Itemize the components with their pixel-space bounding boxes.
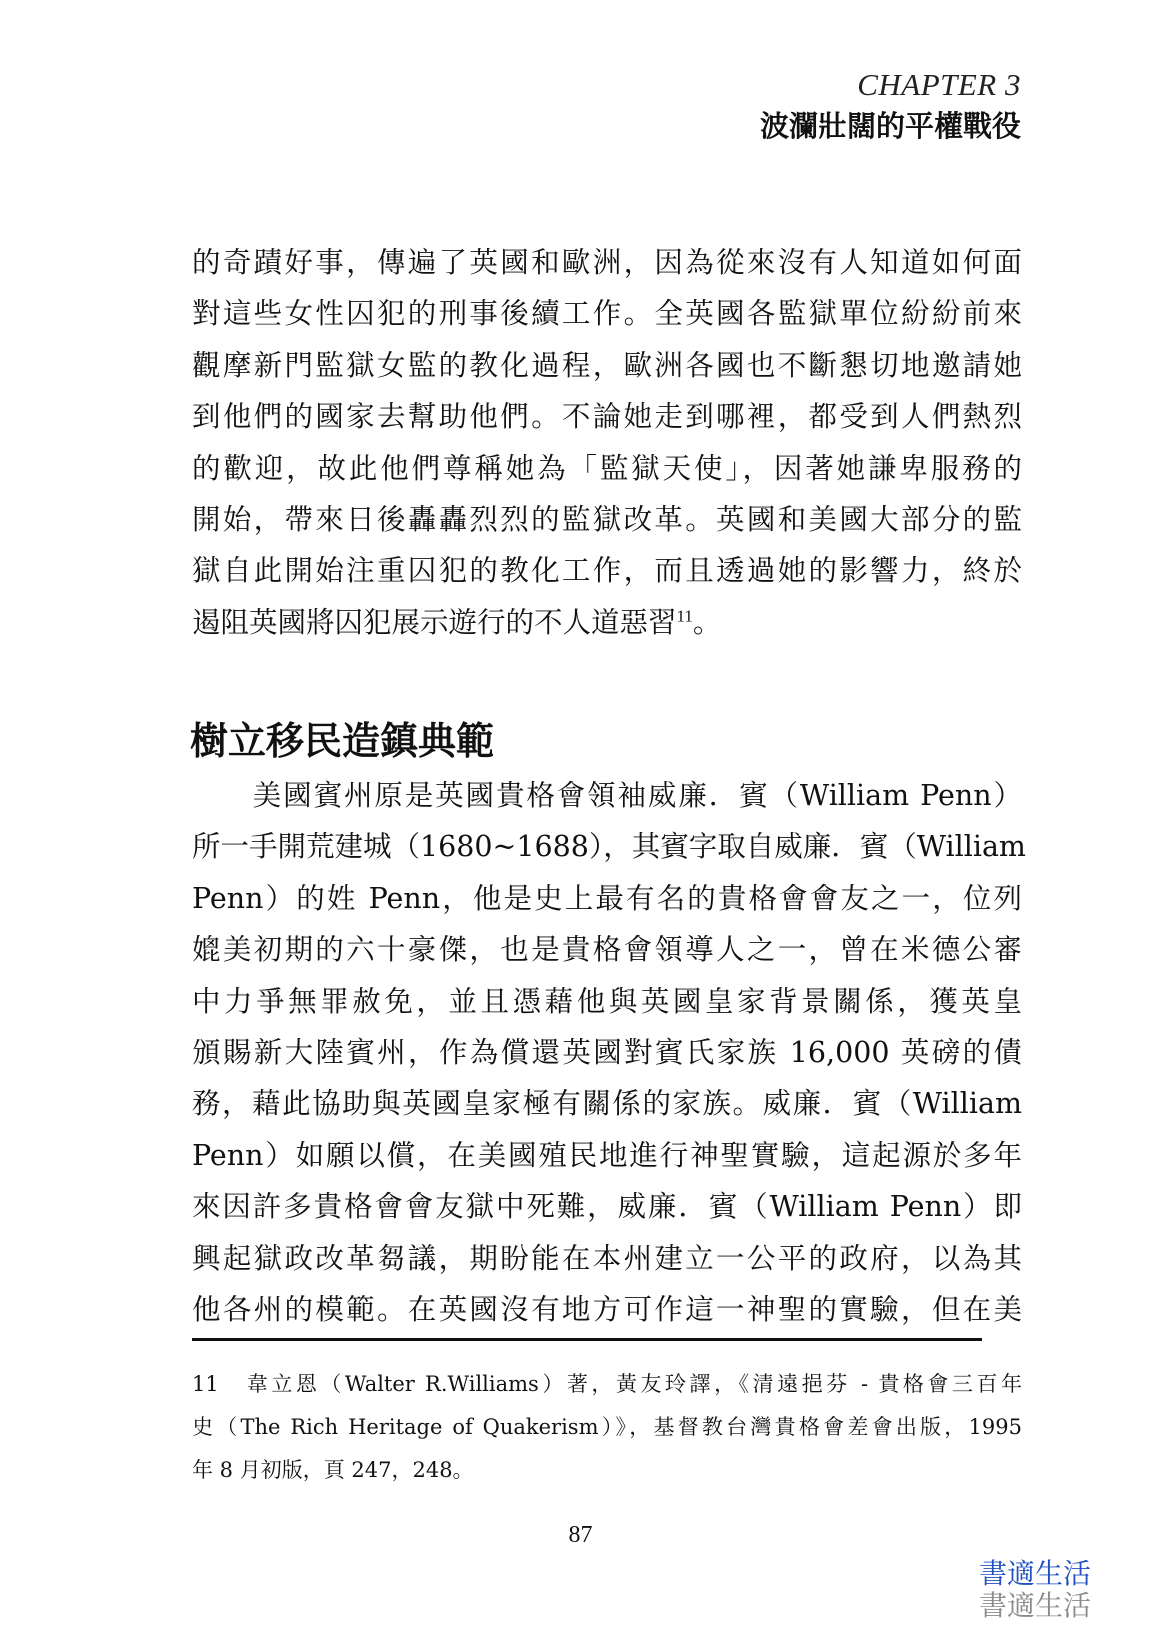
footnote-line: 年 8 月初版，頁 247，248。 (192, 1458, 474, 1482)
text-line: Penn）如願以償，在美國殖民地進行神聖實驗，這起源於多年 (192, 1138, 1022, 1172)
watermark-logo (979, 1558, 1091, 1622)
text-line: 所一手開荒建城（1680~1688），其賓字取自威廉．賓（William (192, 830, 1026, 864)
watermark-text-secondary: 書適生活 (978, 1589, 1091, 1622)
running-header (760, 66, 1021, 148)
text-line: 務，藉此協助與英國皇家極有關係的家族。威廉．賓（William (192, 1087, 1022, 1121)
text-line: 到他們的國家去幫助他們。不論她走到哪裡，都受到人們熱烈 (192, 400, 1022, 434)
text-line: 中力爭無罪赦免，並且憑藉他與英國皇家背景關係，獲英皇 (192, 984, 1022, 1018)
text-line: 觀摩新門監獄女監的教化過程，歐洲各國也不斷懇切地邀請她 (192, 348, 1022, 382)
footnote-line: 11 韋立恩（Walter R.Williams）著，黃友玲譯，《清遠挹芬 - 貴格會三百年 (192, 1372, 1022, 1396)
text-line: 來因許多貴格會會友獄中死難，威廉．賓（William Penn）即 (192, 1190, 1022, 1224)
text-line: Penn）的姓 Penn，他是史上最有名的貴格會會友之一，位列 (192, 881, 1022, 915)
chapter-label: CHAPTER 3 (857, 67, 1021, 102)
footnote-divider (192, 1338, 982, 1341)
text-line: 對這些女性囚犯的刑事後續工作。全英國各監獄單位紛紛前來 (192, 297, 1022, 331)
text-line: 他各州的模範。在英國沒有地方可作這一神聖的實驗，但在美 (192, 1293, 1022, 1327)
text-line: 開始，帶來日後轟轟烈烈的監獄改革。英國和美國大部分的監 (192, 503, 1022, 537)
chapter-title: 波瀾壯闊的平權戰役 (759, 109, 1021, 143)
text-line: 媲美初期的六十豪傑，也是貴格會領導人之一，曾在米德公審 (192, 933, 1022, 967)
text-line: 頒賜新大陸賓州，作為償還英國對賓氏家族 16,000 英磅的債 (192, 1036, 1022, 1070)
footnote-reference[interactable]: 11 (676, 606, 693, 626)
text-line: 獄自此開始注重囚犯的教化工作，而且透過她的影響力，終於 (192, 554, 1022, 588)
footnote (192, 1363, 1022, 1492)
footnote-line: 史（The Rich Heritage of Quakerism）》，基督教台灣貴格會差會出版，1995 (192, 1415, 1022, 1439)
watermark-text-primary: 書適生活 (978, 1557, 1091, 1590)
page-number: 87 (568, 1522, 593, 1548)
section-heading: 樹立移民造鎮典範 (190, 718, 495, 763)
text-line: 的奇蹟好事，傳遍了英國和歐洲，因為從來沒有人知道如何面 (192, 246, 1022, 279)
text-line: 美國賓州原是英國貴格會領袖威廉．賓（William Penn） (192, 779, 1022, 812)
text-line: 的歡迎，故此他們尊稱她為「監獄天使」，因著她謙卑服務的 (192, 451, 1022, 485)
text-line: 興起獄政改革芻議，期盼能在本州建立一公平的政府，以為其 (192, 1241, 1022, 1275)
text-line-last (192, 597, 1022, 648)
body-paragraph-1 (192, 237, 1022, 648)
body-paragraph-2 (192, 770, 1026, 1335)
end-punctuation: 。 (692, 605, 722, 639)
text-line-content: 遏阻英國將囚犯展示遊行的不人道惡習 (192, 605, 677, 639)
